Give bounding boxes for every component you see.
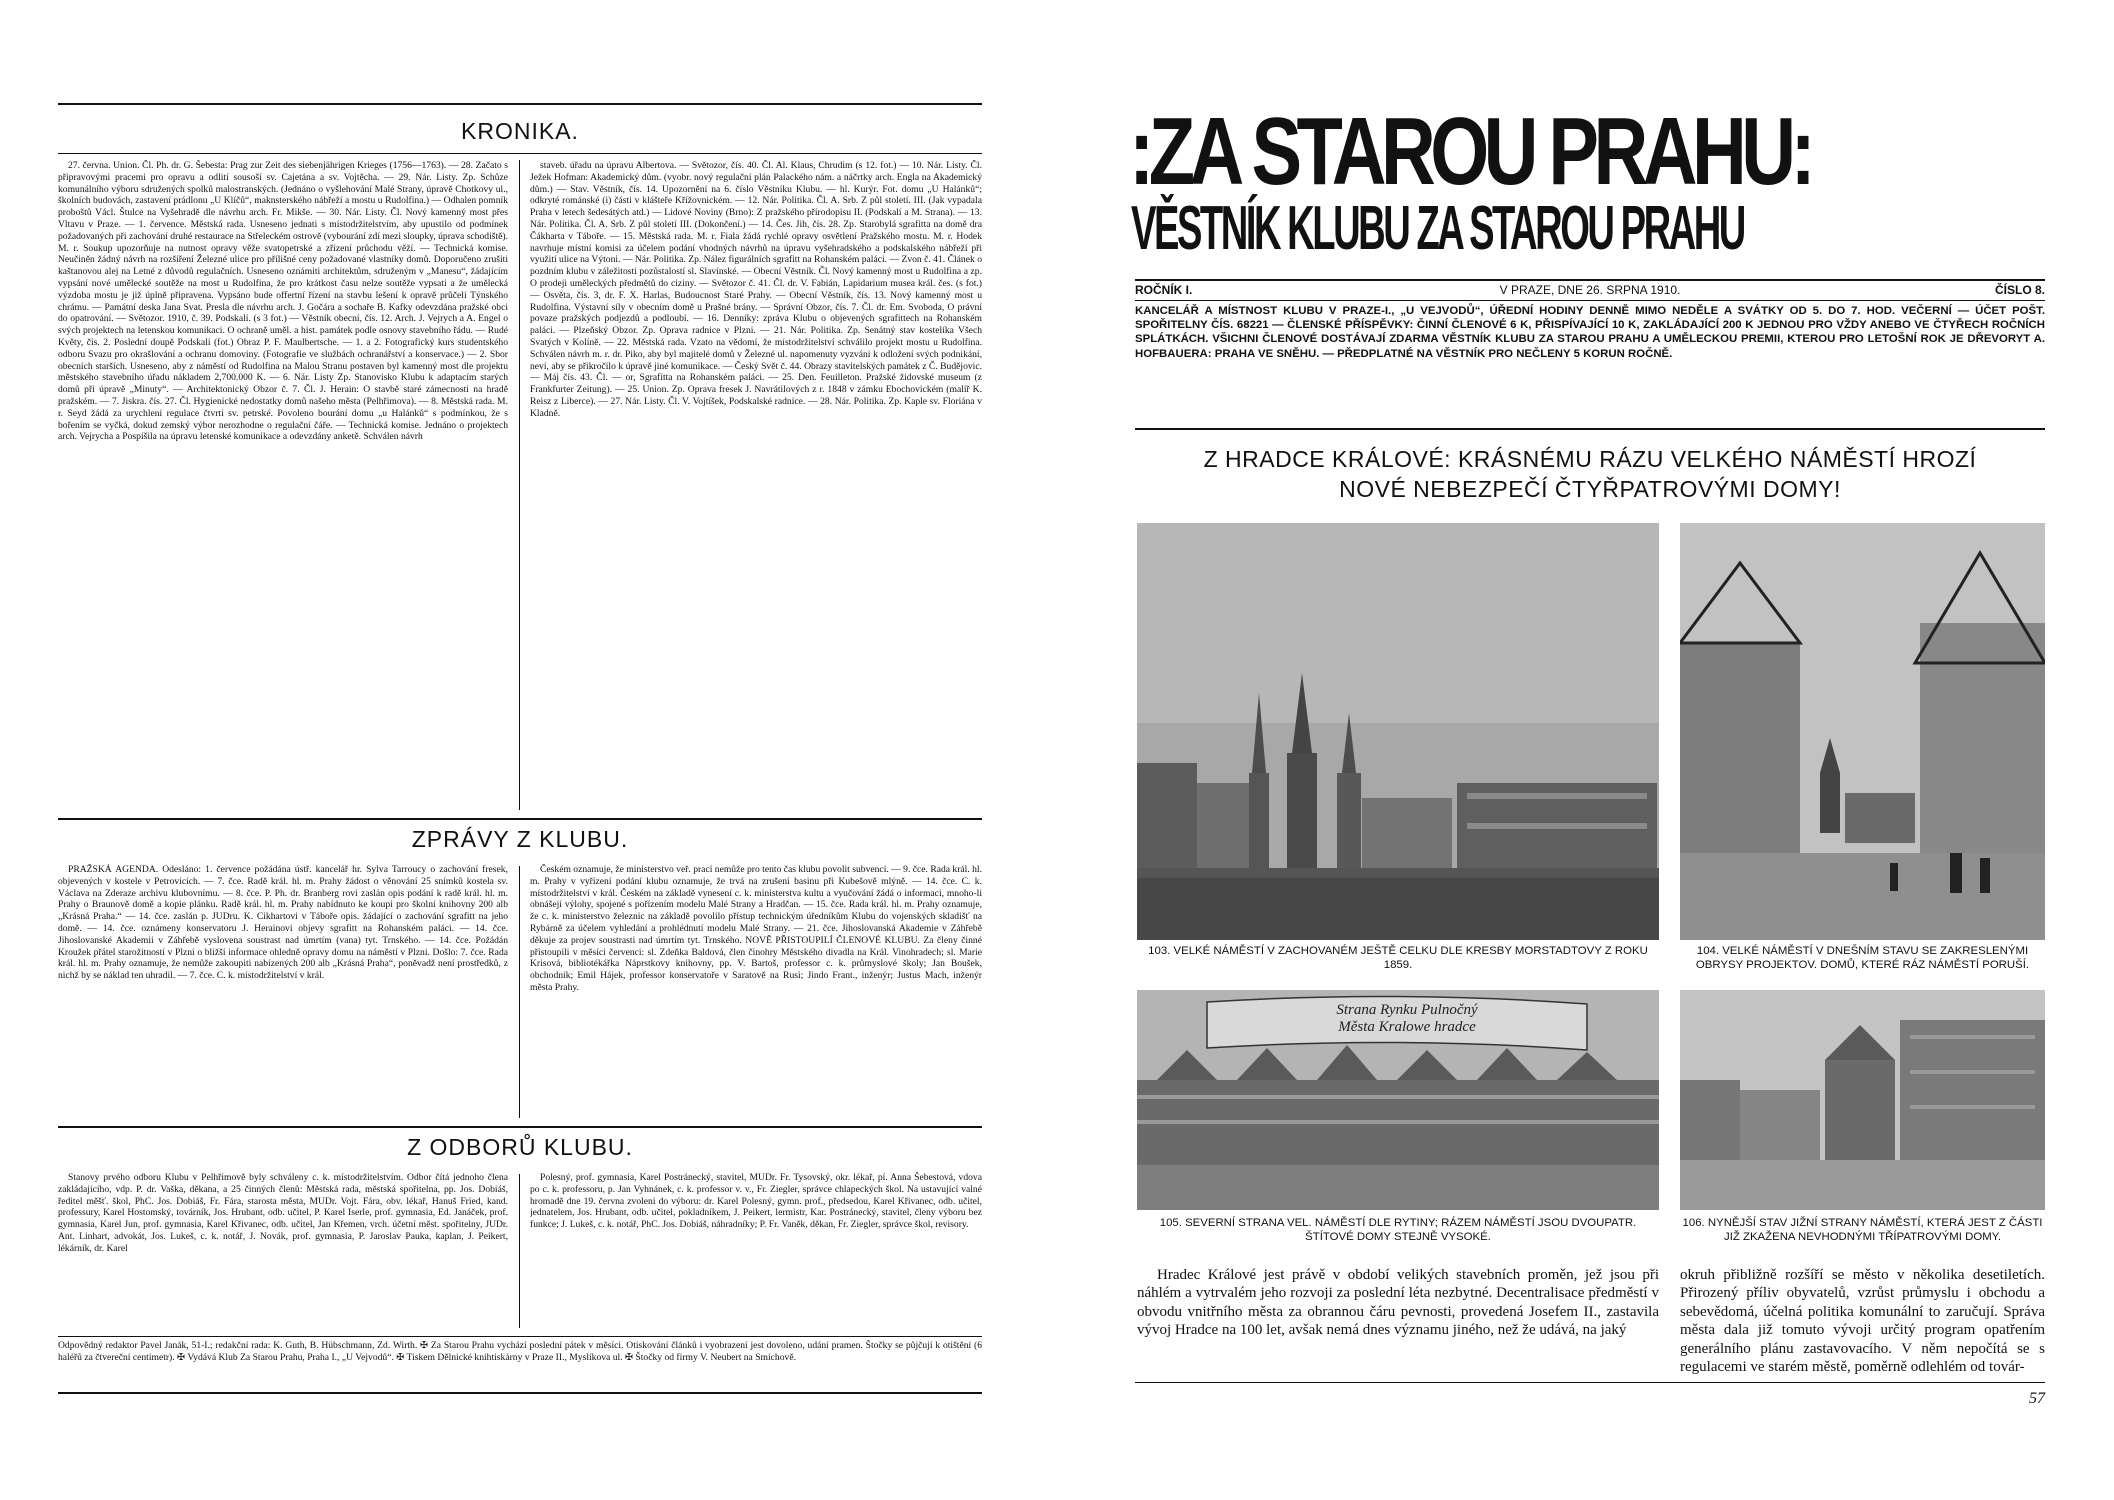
info-top-rule bbox=[1135, 279, 2045, 281]
odboru-column-2 bbox=[530, 1172, 982, 1330]
kronika-rule bbox=[58, 153, 982, 154]
bottom-rule bbox=[58, 1392, 982, 1394]
page-number: 57 bbox=[2029, 1390, 2045, 1407]
article-headline-line-1: Z HRADCE KRÁLOVÉ: KRÁSNÉMU RÁZU VELKÉHO NÁMĚSTÍ HROZÍ bbox=[1203, 446, 1977, 472]
odboru-title: Z ODBORŮ KLUBU. bbox=[407, 1134, 633, 1160]
odboru-column-1 bbox=[58, 1172, 508, 1330]
engraving-banner bbox=[1287, 1002, 1527, 1036]
article-body-column-2 bbox=[1680, 1266, 2045, 1378]
volume-label: ROČNÍK I. bbox=[1135, 283, 1193, 297]
caption-105: 105. SEVERNÍ STRANA VEL. NÁMĚSTÍ DLE RYTINY; RÁZEM NÁMĚSTÍ JSOU DVOUPATR. ŠTÍTOVÉ DOMY STEJNĚ VYSOKÉ. bbox=[1159, 1217, 1637, 1243]
imprint-footer: Odpovědný redaktor Pavel Janák, 51-I.; redakční rada: K. Guth, B. Hübschmann, Zd. Wirth. ✠ Za Starou Prahu vychází poslední pátek v měsíci. Otiskování článků i vyobrazení jest dovoleno, udání pramen. Štočky se půjčují k otištění (6 haléřů za čtvereční centimetr). ✠ Vydává Klub Za Starou Prahu, Praha I., „U Vejvodů“. ✠ Tiskem Dělnické knihtiskárny v Praze II., Myslíkova ul. ✠ Štočky od firmy V. Neubert na Smíchově. bbox=[58, 1340, 982, 1363]
kronika-column-1 bbox=[58, 160, 508, 812]
top-rule bbox=[58, 103, 982, 105]
issue-info-bar bbox=[1135, 283, 2045, 297]
caption-104: 104. VELKÉ NÁMĚSTÍ V DNEŠNÍM STAVU SE ZAKRESLENÝMI OBRYSY PROJEKTOV. DOMŮ, KTERÉ RÁZ NÁMĚSTÍ PORUŠÍ. bbox=[1695, 945, 2030, 971]
odboru-column-divider bbox=[519, 1174, 520, 1328]
odboru-col2-text: Polesný, prof. gymnasia, Karel Postránecký, stavitel, MUDr. Fr. Tysovský, okr. lékař, pí. Anna Šebestová, vdova po c. k. professoru, p. Jan Vyhnánek, c. k. professor v. v., Fr. Ziegler, správce chlapeckých škol. Na ustavující valné hromadě dne 19. června zvoleni do výboru: dr. Karel Polesný, gymn. prof., předsedou, Karel Křivanec, odb. učitel, jednatelem, Jos. Hrubant, odb. učitel, pokladníkem, J. Peikert, lermistr, Kar. Postránecký, stavitel, členy výboru bez funkce; J. Lukeš, c. k. notář, PhC. Jos. Dobiáš, náhradníky; P. Fr. Vaněk, děkan, Fr. Ziegler, správce škol, revisory. bbox=[530, 1172, 982, 1231]
zpravy-column-divider bbox=[519, 866, 520, 1118]
zpravy-title: ZPRÁVY Z KLUBU. bbox=[411, 826, 629, 852]
issue-date: V PRAZE, DNE 26. SRPNA 1910. bbox=[1499, 283, 1681, 297]
footer-rule bbox=[58, 1336, 982, 1337]
kronika-col2-text: staveb. úřadu na úpravu Albertova. — Světozor, čís. 40. Čl. Al. Klaus, Chrudim (s 12. fot.) — 10. Nár. Listy. Čl. Ježek Hofman: Akademický dům. (vyobr. nový regulační plán Palackého nám. a náčrtky arch. Engla na Akademický dům.) — Stav. Věstník, čís. 14. Upozornění na 6. číslo Věstníku Klubu. — hl. Kurýr. Fot. domu „U Halánků“; odkryté románské (i) části v klášteře Křížovnickém. — 12. Nár. Politika. Čl. A. Srb. Z půl století. III. (Jak vypadala Praha v letech šedesátých atd.) — Lidové Noviny (Brno): Z pražského přírodopisu II. (Podskalí a M. Strana). — 13. Nár. Politika. Čl. A. Srb. Z půl století III. (Dokončení.) — 14. Čes. Jih, čís. 28. Zp. Starobylá sgrafitta na domě dra Čákharta v Táboře. — 15. Městská rada. M. r. Fiala žádá rychlé opravy osvětlení Pražského mostu. M. r. Hodek navrhuje místní komisi za účelem podání vhodných návrhů na úpravu vyšehradského a podskalského nábřeží při využití ulice na Výtoni. — Nár. Politika. Zp. Nález figurálních sgrafitt na Rohanském paláci. — Zvon č. 41. Článek o pozdním klubu v záležitosti pozůstalostí sl. Slavínské. — Obecní Věstník. Čl. Nový kamenný most u Rudolfina a zp. O prodeji uměleckých předmětů do ciziny. — Světozor č. 41. Čl. dr. V. Fabián, Lapidarium musea král. čes. (s fot.) — Osvěta, čís. 3, dr. F. X. Harlas, Budoucnost Staré Prahy. — Obecní Věstník, čís. 13. Nový kamenný most u Rudolfina. Výstavní síly v obecním domě u Prašné brány. — Správní Obzor, čís. 7. Čl. dr. Em. Svoboda, O právní povaze pražských podjezdů a podloubí. — 16. Denníky: zpráva Klubu o objevených sgrafittech na Rohanském paláci. — Plzeňský Obzor. Zp. Oprava radnice v Plzni. — 21. Nár. Politika. Zp. Senátný stav kostelíka Všech Svatých v Kolíně. — 22. Městská rada. Vzato na vědomí, že místodržitelství schválilo projekt mostu u Rudolfina. Schválen návrh m. r. dr. Piko, aby byl majitelé domů v Železné ul. napomenuty vyzváni k odložení svých podnikání, neví, aby se přikročilo k úpravě jiné komunikace. — Český Svět č. 44. Obrazy stavitelských památek z Č. Budějovic. — Máj čís. 43. Čl. — or, Sgrafitta na Rohanském paláci. — 25. Den. Feuilleton. Pražské židovské museum (z Frankfurter Zeitung). — 25. Union. Zp. Oprava fresek J. Navrátilových z r. 1848 v zámku Ebochovickém (malíř K. Reisz z Liberce). — 27. Nár. Listy. Čl. V. Vojtíšek, Podskalské radnice. — 28. Nár. Politika. Zp. Kaple sv. Floriána v Kladně. bbox=[530, 160, 982, 419]
article-headline-line-2: NOVÉ NEBEZPEČÍ ČTYŘPATROVÝMI DOMY! bbox=[1339, 476, 1841, 502]
notice-bottom-rule bbox=[1135, 428, 2045, 430]
zpravy-column-2 bbox=[530, 864, 982, 1120]
kronika-col1-text: 27. června. Union. Čl. Ph. dr. G. Šebesta: Prag zur Zeit des siebenjährigen Krieges (1756—1763). — 28. Začato s připravovými pracemi pro opravu a odlití sousoší sv. Cajetána a sv. Vojtěcha. — 29. Nár. Listy. Zp. Schůze komunálního výboru sdružených spolků malostranských. (Jednáno o vyšlehování Malé Strany, úpravě Chotkovy ul., školních budovách, zastavení prádlonu „U Klíčů“, maknsterského nábřeží a mostu u Rudolfina.) — Odhalen pomník proboštů Václ. Štulce na Vyšehradě dle návrhu arch. Fr. Mikše. — 30. Nár. Listy. Čl. Nový kamenný most přes Vltavu v Praze. — 1. července. Městská rada. Usneseno jednati s místodržitelstvím, aby upustilo od podmínek požadovaných při zachování druhé restaurace na Střeleckém ostrově (vybourání zdí mezi sloupky, úprava schodiště). M. r. Soukup upozorňuje na nutnost opravy věže svatopetrské a zřízení průchodu věží. — Technická komise. Neučiněn žádný návrh na rozšíření Železné ulice pro přílišné ceny požadované vlastníky domů. Doporučeno zrušiti kaštanovou alej na Letné z důvodů regulačních. Usneseno oznámiti architektům, sdruženým v „Manesu“, žádajícím vypsání nové umělecké soutěže na most u Rudolfina, že pro krátkost času nelze soutěže vypsati a že umělecká výzdoba mostu je již úplně připravena. Vypsáno bude offertní řízení na stavbu lešení k opravě průčelí Týnského chrámu. — Památní deska Jana Svat. Presla dle návrhu arch. J. Gočára a sochaře B. Kafky odevzdána pražské obci do opatrování. — Světozor. 1910, č. 39. Podskalí. (s 3 fot.) — Věstník obecní, čís. 12. Arch. J. Vejrych a A. Engel o svých projektech na letenskou komunikaci. O ochraně uměl. a hist. památek podle osnovy stavebního řádu. — Rudé Květy, čís. 2. Poslední doupě Podskalí (fot.) Obraz P. F. Maulbertsche. — 1. a 2. Fotografický kurs studentského odboru Svazu pro okrašlování a ochranu domoviny. (Fotografie ve službách ochranářství a konservace.) — 2. Sbor obecních starších. Usneseno, aby z náměstí od Rudolfina na Malou Stranu postaven byl kamenný most dle projektu městského stavebního úřadu nákladem 2,700.000 K. — 6. Nár. Listy Zp. Stanovisko Klubu k adaptacím starých domů při úpravě „Minuty“. — Architektonický Obzor č. 7. Čl. J. Herain: O stavbě staré zámecnosti na hradě pražském. — 7. Jiskra. čís. 27. Čl. Hygienické nedostatky domů našeho města (Pelhřimova). — 8. Městská rada. M. r. Seyd žádá za urychlení regulace čtvrti sv. petrské. Povoleno bourání domu „u Halánků“ s podmínkou, že s bořením se vyčká, dokud zemský výbor nerozhodne o regulační čáře. — Technická komise. Jednáno o projektech arch. Vejrycha a Pospíšila na úpravu letenské komunikace a odevzdány anketě. Schválen návrh bbox=[58, 160, 508, 443]
kronika-title: KRONIKA. bbox=[461, 118, 579, 144]
zpravy-rule bbox=[58, 818, 982, 820]
caption-106: 106. NYNĚJŠÍ STAV JIŽNÍ STRANY NÁMĚSTÍ, KTERÁ JEST Z ČÁSTI JIŽ ZKAŽENA NEVHODNÝMI TŘÍPATROVÝMI DOMY. bbox=[1682, 1217, 2043, 1243]
square-drawing-illustration bbox=[1137, 523, 1659, 940]
engraving-banner-line-2: Města Kralowe hradce bbox=[1338, 1019, 1476, 1035]
page-bottom-rule bbox=[1135, 1382, 2045, 1383]
zpravy-col1-text: PRAŽSKÁ AGENDA. Odesláno: 1. července požádána ústř. kancelář hr. Sylva Tarroucy o zachování fresek, objevených v kostele v Petrovicích. — 7. čce. Radě král. hl. m. Prahy žádost o věnování 25 snímků kostela sv. Václava na Zderaze archivu klubovnímu. — 8. čce. P. Ph. dr. Branberg rovi zaslán opis podání k radě král. hl. m. Prahy o Braunově domě a kopie plánku. Radě král. hl. m. Prahy nabídnuto ke koupi pro školní knihovny 200 alb „Krásná Praha.“ — 14. čce. zaslán p. JUDru. K. Cikhartovi v Táboře opis. žádající o zachování sgrafitt na jeho domě. — 14. čce. oznámeny konservatoru J. Herainovi objevy sgrafitt na Rohanském paláci. — 14. čce. Jihoslovanské Akademii v Záhřebě vyslovena soustrast nad úmrtím (vana) tyt. Trnského. — 14. čce. Požádán Kroužek přátel starožitností v Plzni o bližší informace ohledně opravy domu na náměstí v Plzni. Došlo: 7. čce. Rada král. hl. m. Prahy oznamuje, že nemůže zakoupiti nabízených 200 alb „Krásná Praha“, poněvadž není prostředků, z nichž by se náklad ten uhradil. — 7. čce. C. k. místodržitelství v král. bbox=[58, 864, 508, 982]
issue-number: ČÍSLO 8. bbox=[1994, 283, 2045, 297]
article-body-col1-text: Hradec Králové jest právě v období velikých stavebních proměn, jež jsou při náhlém a vytrvalém jeho rozvoji za poslední léta nezbytné. Decentralisace předměstí v obvodu vnitřního města za obrannou čáru pevnosti, provedená Josefem II., zastavila vývoj Hradce na 100 let, avšak nemá dnes významu jiného, než že udává, na jaký bbox=[1137, 1267, 1659, 1339]
zpravy-column-1 bbox=[58, 864, 508, 1120]
photo-105-north-side-engraving bbox=[1137, 990, 1659, 1210]
info-bottom-rule bbox=[1135, 300, 2045, 301]
kronika-column-divider bbox=[519, 160, 520, 810]
kronika-column-2 bbox=[530, 160, 982, 812]
photo-106-south-side bbox=[1680, 990, 2045, 1210]
zpravy-col2-text: Českém oznamuje, že ministerstvo veř. prací nemůže pro tento čas klubu povolit subvenci. — 9. čce. Rada král. hl. m. Prahy v vyřízení podání klubu oznamuje, že trvá na zrušení basinu při Kubešově mlýně. — 14. čce. C. k. místodržitelství v král. Českém na základě vynesení c. k. ministerstva kultu a vyučování žádá o informaci, mnoho-li obnášejí výlohy, spojené s pořízením modelu Malé Strany a Hradčan. — 15. čce. Rada král. hl. m. Prahy oznamuje, že c. k. ministerstvo železnic na základě povolilo přístup technickým úředníkům Klubu do vojenských skladišť na Rybárně za účelem vyhledání a prohlédnutí modelu Malé Strany. — 21. čce. Jihoslovanská Akademie v Záhřebě děkuje za projev soustrasti nad úmrtím tyt. Trnského. NOVĚ PŘISTOUPILÍ ČLENOVÉ KLUBU. Za členy činné přistoupili v měsíci červenci: sl. Zdeňka Baldová, člen činohry Městského divadla na Král. Vinohradech; sl. Marie Krisová, bibliotékářka Náprstkovy knihovny, pp. V. Bartoš, professor c. k. průmyslové školy; Jan Boušek, obchodník; Emil Hájek, professor konservatoře v Saratově na Rusi; Jindo Frant., inženýr; Justus Mach, inženýr města Prahy. bbox=[530, 864, 982, 993]
right-page bbox=[1057, 0, 2114, 1500]
masthead-subtitle: VĚSTNÍK KLUBU ZA STAROU PRAHU bbox=[1131, 194, 1744, 263]
square-today-illustration bbox=[1680, 523, 2045, 940]
article-body-col2-text: okruh přibližně rozšíří se město v několika desetiletích. Přirozený příliv obyvatelů, vzrůst průmyslu i obchodu a sebevědomá, účelná politika komunální to zaručují. Správa města dala již tomuto vývoji určitý program opatřením generálního plánu zastavovacího. V něm nepočítá se s regulacemi ve starém městě, poměrně odlehlém od továr- bbox=[1680, 1267, 2045, 1376]
caption-103: 103. VELKÉ NÁMĚSTÍ V ZACHOVANÉM JEŠTĚ CELKU DLE KRESBY MORSTADTOVY Z ROKU 1859. bbox=[1148, 945, 1648, 971]
south-side-illustration bbox=[1680, 990, 2045, 1210]
article-body-column-1 bbox=[1137, 1266, 1659, 1378]
photo-103-square-drawing bbox=[1137, 523, 1659, 940]
odboru-col1-text: Stanovy prvého odboru Klubu v Pelhřimově byly schváleny c. k. místodržitelstvím. Odbor čítá jednoho člena zakládajícího, vdp. P. dr. Vaška, děkana, a 25 činných členů: Městská rada, městská spořitelna, pp. Jos. Dobiáš, ředitel měšť. škol, PhC. Jos. Dobiáš, Fr. Fára, starosta města, MUDr. Vojt. Fára, obv. lékař, Hanuš Fried, kand. professury, Karel Hostomský, továrník, Jos. Hrubant, odb. učitel, P. Karel Iserle, prof. gymnasia, Ed. Janáček, prof. gymnasia, Karel Jun, prof. gymnasia, Karel Křivanec, odb. učitel, Jan Křemen, vrch. účetní měst. spořitelny, JUDr. Ant. Linhart, advokát, Jos. Lukeš, c. k. notář, J. Novák, prof. gymnasia, P. Jaroslav Pauka, kaplan, J. Peikert, lékárník, dr. Karel bbox=[58, 1172, 508, 1254]
engraving-banner-line-1: Strana Rynku Pulnočný bbox=[1336, 1002, 1478, 1018]
photo-104-square-today bbox=[1680, 523, 2045, 940]
odboru-rule bbox=[58, 1126, 982, 1128]
club-notice: KANCELÁŘ A MÍSTNOST KLUBU V PRAZE-I., „U VEJVODŮ“, ÚŘEDNÍ HODINY DENNĚ MIMO NEDĚLE A SVÁTKY OD 5. DO 7. HOD. VEČERNÍ — ÚČET POŠT. SPOŘITELNY ČÍS. 68221 — ČLENSKÉ PŘÍSPĚVKY: ČINNÍ ČLENOVÉ 6 K, PŘISPÍVAJÍCÍ 10 K, ZAKLÁDAJÍCÍ 200 K JEDNOU PRO VŽDY ANEBO VE ČTYŘECH ROČNÍCH SPLÁTKÁCH. VŠICHNI ČLENOVÉ DOSTÁVAJÍ ZDARMA VĚSTNÍK KLUBU ZA STAROU PRAHU A UMĚLECKOU PREMII, KTEROU PRO LETOŠNÍ ROK JE DŘEVORYT A. HOFBAUERA: PRAHA VE SNĚHU. — PŘEDPLATNÉ NA VĚSTNÍK PRO NEČLENY 5 KORUN ROČNĚ. bbox=[1135, 305, 2045, 360]
masthead-title: :ZA STAROU PRAHU: bbox=[1129, 98, 1811, 205]
